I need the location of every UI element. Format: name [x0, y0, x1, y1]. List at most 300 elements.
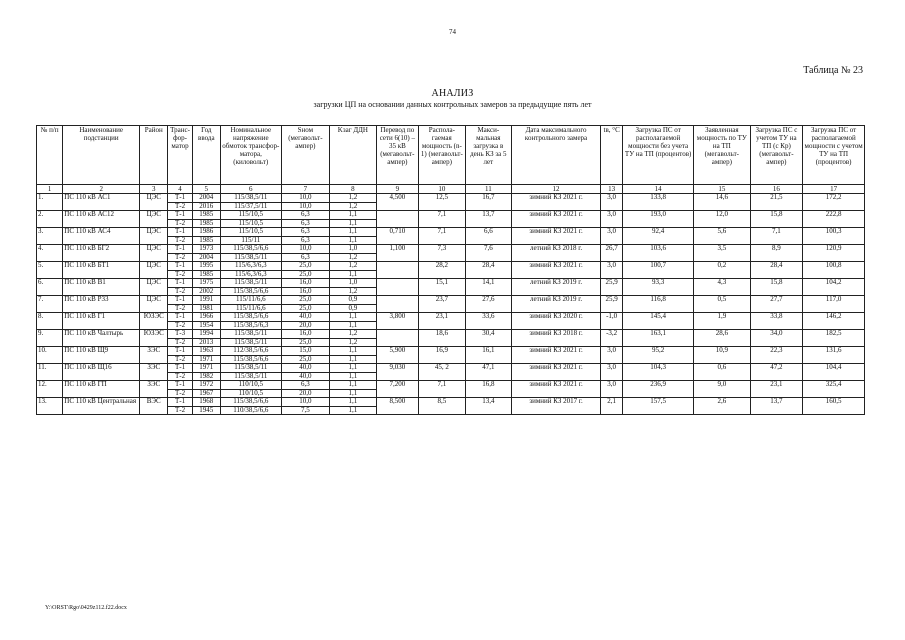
substation-name: ПС 110 кВ Центральная: [63, 398, 140, 415]
measurement-date-cell: зимний КЗ 2017 г.: [512, 398, 601, 415]
transfer-cell: 3,800: [376, 313, 418, 322]
transfer-cell: [376, 389, 418, 398]
region-cell: ЦЭС: [140, 211, 168, 228]
year-cell: 2016: [192, 202, 220, 211]
temperature-cell: -1,0: [601, 313, 623, 322]
rated-power-cell: 16,0: [281, 279, 330, 288]
max-load-cell: [465, 321, 512, 330]
load-with-tu-cell: 22,3: [750, 347, 803, 356]
load-without-tu-cell: 193,0: [623, 211, 694, 220]
load-with-tu-cell: [750, 287, 803, 296]
year-cell: 1971: [192, 364, 220, 373]
available-power-cell: 23,1: [419, 313, 466, 322]
max-load-cell: [465, 202, 512, 211]
voltage-cell: 115/38,5/11: [220, 330, 281, 339]
available-power-cell: 28,2: [419, 262, 466, 271]
kzag-cell: 1,1: [330, 389, 377, 398]
declared-power-cell: [694, 372, 751, 381]
load-with-tu-cell: 27,7: [750, 296, 803, 305]
available-power-cell: 7,1: [419, 381, 466, 390]
temperature-cell: [601, 270, 623, 279]
temperature-cell: 3,0: [601, 262, 623, 271]
load-without-tu-cell: [623, 355, 694, 364]
declared-power-cell: 0,5: [694, 296, 751, 305]
year-cell: 2013: [192, 338, 220, 347]
transfer-cell: [376, 202, 418, 211]
max-load-cell: [465, 338, 512, 347]
load-without-tu-cell: [623, 287, 694, 296]
declared-power-cell: [694, 270, 751, 279]
available-power-cell: [419, 338, 466, 347]
load-with-tu-cell: 47,2: [750, 364, 803, 373]
transformer-cell: Т-2: [168, 304, 192, 313]
available-power-cell: 16,9: [419, 347, 466, 356]
load-percent-with-tu-cell: 146,2: [803, 313, 865, 322]
temperature-cell: 3,0: [601, 228, 623, 237]
measurement-date-cell: летний КЗ 2019 г.: [512, 296, 601, 313]
load-with-tu-cell: [750, 372, 803, 381]
measurement-date-cell: зимний КЗ 2021 г.: [512, 211, 601, 228]
load-percent-with-tu-cell: 100,3: [803, 228, 865, 237]
region-cell: ВЭС: [140, 398, 168, 415]
max-load-cell: 33,6: [465, 313, 512, 322]
rated-power-cell: 10,0: [281, 202, 330, 211]
voltage-cell: 115/11: [220, 236, 281, 245]
rated-power-cell: 16,0: [281, 330, 330, 339]
max-load-cell: 16,7: [465, 194, 512, 203]
rated-power-cell: 6,3: [281, 253, 330, 262]
temperature-cell: 26,7: [601, 245, 623, 254]
year-cell: 1995: [192, 262, 220, 271]
max-load-cell: 16,1: [465, 347, 512, 356]
rated-power-cell: 6,3: [281, 381, 330, 390]
measurement-date-cell: зимний КЗ 2021 г.: [512, 262, 601, 279]
load-without-tu-cell: 103,6: [623, 245, 694, 254]
transfer-cell: 5,900: [376, 347, 418, 356]
transfer-cell: [376, 219, 418, 228]
region-cell: ЗЭС: [140, 381, 168, 398]
transfer-cell: 8,500: [376, 398, 418, 407]
temperature-cell: [601, 406, 623, 415]
declared-power-cell: 12,0: [694, 211, 751, 220]
region-cell: ЮЗЭС: [140, 330, 168, 347]
voltage-cell: 115/6,3/6,3: [220, 270, 281, 279]
temperature-cell: 3,0: [601, 381, 623, 390]
max-load-cell: 7,6: [465, 245, 512, 254]
table-body: [37, 194, 865, 415]
declared-power-cell: 2,6: [694, 398, 751, 407]
transfer-cell: 9,030: [376, 364, 418, 373]
load-without-tu-cell: [623, 389, 694, 398]
load-percent-with-tu-cell: [803, 287, 865, 296]
year-cell: 1966: [192, 313, 220, 322]
measurement-date-cell: зимний КЗ 2021 г.: [512, 364, 601, 381]
row-number: 6.: [37, 279, 63, 296]
load-with-tu-cell: 15,8: [750, 279, 803, 288]
load-percent-with-tu-cell: 100,8: [803, 262, 865, 271]
column-number: 8: [330, 185, 377, 194]
column-header: Номинальное напряжение обмоток трансфор-матора, (киловольт): [220, 126, 281, 185]
transfer-cell: [376, 372, 418, 381]
temperature-cell: [601, 338, 623, 347]
column-number: 3: [140, 185, 168, 194]
transfer-cell: [376, 270, 418, 279]
rated-power-cell: 6,3: [281, 228, 330, 237]
column-header: Год ввода: [192, 126, 220, 185]
column-header: № п/п: [37, 126, 63, 185]
voltage-cell: 110/38,5/6,6: [220, 406, 281, 415]
load-with-tu-cell: 8,9: [750, 245, 803, 254]
rated-power-cell: 25,0: [281, 262, 330, 271]
substation-name: ПС 110 кВ Щ16: [63, 364, 140, 381]
transformer-cell: Т-2: [168, 202, 192, 211]
declared-power-cell: [694, 253, 751, 262]
load-percent-with-tu-cell: [803, 236, 865, 245]
rated-power-cell: 15,0: [281, 347, 330, 356]
load-with-tu-cell: 21,5: [750, 194, 803, 203]
voltage-cell: 115/38,5/6,6: [220, 245, 281, 254]
kzag-cell: 1,1: [330, 406, 377, 415]
declared-power-cell: [694, 338, 751, 347]
declared-power-cell: [694, 304, 751, 313]
temperature-cell: 3,0: [601, 364, 623, 373]
load-percent-with-tu-cell: [803, 355, 865, 364]
transformer-cell: Т-1: [168, 313, 192, 322]
load-without-tu-cell: 145,4: [623, 313, 694, 322]
available-power-cell: [419, 219, 466, 228]
substation-name: ПС 110 кВ АС1: [63, 194, 140, 211]
column-number: 4: [168, 185, 192, 194]
available-power-cell: [419, 372, 466, 381]
year-cell: 2002: [192, 287, 220, 296]
row-number: 4.: [37, 245, 63, 262]
measurement-date-cell: летний КЗ 2018 г.: [512, 245, 601, 262]
document-title: АНАЛИЗ: [431, 88, 474, 99]
load-with-tu-cell: [750, 406, 803, 415]
max-load-cell: [465, 406, 512, 415]
kzag-cell: 1,1: [330, 313, 377, 322]
kzag-cell: 1,1: [330, 270, 377, 279]
load-percent-with-tu-cell: 120,9: [803, 245, 865, 254]
column-number: 5: [192, 185, 220, 194]
load-with-tu-cell: 15,8: [750, 211, 803, 220]
transfer-cell: [376, 279, 418, 288]
column-number: 7: [281, 185, 330, 194]
load-percent-with-tu-cell: [803, 338, 865, 347]
load-without-tu-cell: [623, 304, 694, 313]
column-header: Загрузка ПС с учетом ТУ на ТП (с Кр) (мегавольт-ампер): [750, 126, 803, 185]
region-cell: ЦЭС: [140, 194, 168, 211]
table-row: [37, 313, 865, 322]
available-power-cell: [419, 253, 466, 262]
measurement-date-cell: зимний КЗ 2020 г.: [512, 313, 601, 330]
load-without-tu-cell: 157,5: [623, 398, 694, 407]
load-without-tu-cell: [623, 321, 694, 330]
substation-name: ПС 110 кВ БТ1: [63, 262, 140, 279]
row-number: 12.: [37, 381, 63, 398]
load-without-tu-cell: [623, 338, 694, 347]
year-cell: 1985: [192, 211, 220, 220]
year-cell: 1973: [192, 245, 220, 254]
table-label: Таблица № 23: [803, 65, 863, 76]
column-header: Дата максимального контрольного замера: [512, 126, 601, 185]
year-cell: 1994: [192, 330, 220, 339]
row-number: 10.: [37, 347, 63, 364]
load-with-tu-cell: [750, 338, 803, 347]
row-number: 8.: [37, 313, 63, 330]
kzag-cell: 1,1: [330, 321, 377, 330]
available-power-cell: [419, 389, 466, 398]
load-percent-with-tu-cell: [803, 389, 865, 398]
substation-name: ПС 110 кВ БГ2: [63, 245, 140, 262]
column-header: Загрузка ПС от располагаемой мощности без учета ТУ на ТП (процентов): [623, 126, 694, 185]
voltage-cell: 112/38,5/6,6: [220, 347, 281, 356]
kzag-cell: 1,2: [330, 287, 377, 296]
kzag-cell: 0,9: [330, 304, 377, 313]
year-cell: 2004: [192, 253, 220, 262]
max-load-cell: 13,4: [465, 398, 512, 407]
rated-power-cell: 40,0: [281, 313, 330, 322]
row-number: 13.: [37, 398, 63, 415]
available-power-cell: [419, 287, 466, 296]
transformer-cell: Т-2: [168, 338, 192, 347]
max-load-cell: [465, 253, 512, 262]
transfer-cell: 0,710: [376, 228, 418, 237]
load-with-tu-cell: [750, 389, 803, 398]
table-row: [37, 279, 865, 288]
max-load-cell: [465, 355, 512, 364]
max-load-cell: 30,4: [465, 330, 512, 339]
table-row: [37, 364, 865, 373]
load-without-tu-cell: [623, 253, 694, 262]
temperature-cell: -3,2: [601, 330, 623, 339]
load-percent-with-tu-cell: 182,5: [803, 330, 865, 339]
kzag-cell: 1,1: [330, 364, 377, 373]
substation-name: ПС 110 кВ ГП: [63, 381, 140, 398]
max-load-cell: [465, 219, 512, 228]
rated-power-cell: 25,0: [281, 270, 330, 279]
temperature-cell: [601, 372, 623, 381]
voltage-cell: 115/38,5/11: [220, 372, 281, 381]
load-percent-with-tu-cell: 117,0: [803, 296, 865, 305]
rated-power-cell: 16,0: [281, 287, 330, 296]
temperature-cell: 25,9: [601, 279, 623, 288]
column-number: 12: [512, 185, 601, 194]
kzag-cell: 1,1: [330, 219, 377, 228]
load-with-tu-cell: 7,1: [750, 228, 803, 237]
load-without-tu-cell: 116,8: [623, 296, 694, 305]
substation-name: ПС 110 кВ Г1: [63, 313, 140, 330]
substation-name: ПС 110 кВ Щ9: [63, 347, 140, 364]
available-power-cell: [419, 355, 466, 364]
region-cell: ЦЭС: [140, 279, 168, 296]
load-percent-with-tu-cell: 131,6: [803, 347, 865, 356]
region-cell: ЮЗЭС: [140, 313, 168, 330]
voltage-cell: 110/10,5: [220, 389, 281, 398]
region-cell: ЦЭС: [140, 228, 168, 245]
column-header: Sном (мегавольт-ампер): [281, 126, 330, 185]
voltage-cell: 115/11/6,6: [220, 296, 281, 305]
temperature-cell: 3,0: [601, 194, 623, 203]
transfer-cell: [376, 211, 418, 220]
available-power-cell: [419, 321, 466, 330]
temperature-cell: [601, 389, 623, 398]
load-with-tu-cell: [750, 236, 803, 245]
declared-power-cell: [694, 236, 751, 245]
declared-power-cell: 10,9: [694, 347, 751, 356]
load-without-tu-cell: 93,3: [623, 279, 694, 288]
declared-power-cell: 4,3: [694, 279, 751, 288]
transformer-cell: Т-1: [168, 296, 192, 305]
rated-power-cell: 20,0: [281, 321, 330, 330]
rated-power-cell: 25,0: [281, 296, 330, 305]
load-with-tu-cell: 23,1: [750, 381, 803, 390]
measurement-date-cell: летний КЗ 2019 г.: [512, 279, 601, 296]
load-without-tu-cell: [623, 372, 694, 381]
transformer-cell: Т-1: [168, 194, 192, 203]
transfer-cell: [376, 236, 418, 245]
voltage-cell: 115/6,3/6,3: [220, 262, 281, 271]
temperature-cell: 3,0: [601, 211, 623, 220]
max-load-cell: [465, 236, 512, 245]
row-number: 7.: [37, 296, 63, 313]
transformer-cell: Т-2: [168, 270, 192, 279]
load-percent-with-tu-cell: [803, 406, 865, 415]
page-number: 74: [449, 28, 456, 36]
voltage-cell: 115/37,5/11: [220, 202, 281, 211]
load-with-tu-cell: [750, 219, 803, 228]
temperature-cell: 2,1: [601, 398, 623, 407]
year-cell: 1981: [192, 304, 220, 313]
column-header: Перевод по сети 6(10) – 35 кВ (мегавольт-ампер): [376, 126, 418, 185]
load-percent-with-tu-cell: [803, 219, 865, 228]
voltage-cell: 115/10,5: [220, 219, 281, 228]
table-row: [37, 347, 865, 356]
year-cell: 1985: [192, 270, 220, 279]
max-load-cell: 28,4: [465, 262, 512, 271]
measurement-date-cell: зимний КЗ 2021 г.: [512, 347, 601, 364]
declared-power-cell: [694, 202, 751, 211]
kzag-cell: 0,9: [330, 296, 377, 305]
voltage-cell: 115/38,5/6,3: [220, 321, 281, 330]
column-header: Макси-мальная загрузка в день КЗ за 5 лет: [465, 126, 512, 185]
row-number: 1.: [37, 194, 63, 211]
rated-power-cell: 40,0: [281, 364, 330, 373]
available-power-cell: 7,1: [419, 211, 466, 220]
available-power-cell: 45, 2: [419, 364, 466, 373]
region-cell: ЦЭС: [140, 245, 168, 262]
kzag-cell: 1,1: [330, 236, 377, 245]
declared-power-cell: [694, 389, 751, 398]
kzag-cell: 1,2: [330, 262, 377, 271]
transfer-cell: [376, 304, 418, 313]
kzag-cell: 1,2: [330, 194, 377, 203]
available-power-cell: [419, 406, 466, 415]
table-row: [37, 228, 865, 237]
voltage-cell: 110/10,5: [220, 381, 281, 390]
measurement-date-cell: зимний КЗ 2021 г.: [512, 381, 601, 398]
declared-power-cell: [694, 406, 751, 415]
transfer-cell: 1,100: [376, 245, 418, 254]
voltage-cell: 115/38,5/11: [220, 253, 281, 262]
kzag-cell: 1,2: [330, 202, 377, 211]
available-power-cell: [419, 202, 466, 211]
transformer-cell: Т-2: [168, 355, 192, 364]
voltage-cell: 115/38,5/6,6: [220, 313, 281, 322]
temperature-cell: [601, 304, 623, 313]
measurement-date-cell: зимний КЗ 2021 г.: [512, 228, 601, 245]
temperature-cell: 3,0: [601, 347, 623, 356]
transformer-cell: Т-2: [168, 389, 192, 398]
load-without-tu-cell: 163,1: [623, 330, 694, 339]
max-load-cell: 27,6: [465, 296, 512, 305]
load-without-tu-cell: 104,3: [623, 364, 694, 373]
available-power-cell: 7,3: [419, 245, 466, 254]
temperature-cell: [601, 253, 623, 262]
row-number: 5.: [37, 262, 63, 279]
rated-power-cell: 6,3: [281, 219, 330, 228]
column-number: 9: [376, 185, 418, 194]
column-header: Район: [140, 126, 168, 185]
region-cell: ЦЭС: [140, 262, 168, 279]
rated-power-cell: 10,0: [281, 398, 330, 407]
transfer-cell: 4,500: [376, 194, 418, 203]
column-header: Распола-гаемая мощность (n-1) (мегавольт-ампер): [419, 126, 466, 185]
transformer-cell: Т-1: [168, 228, 192, 237]
column-number: 2: [63, 185, 140, 194]
load-without-tu-cell: 92,4: [623, 228, 694, 237]
declared-power-cell: 5,6: [694, 228, 751, 237]
footer-file-path: Y:\ORST\Rgo\0429z112.f22.docx: [45, 605, 127, 611]
transformer-cell: Т-3: [168, 330, 192, 339]
voltage-cell: 115/38,5/11: [220, 279, 281, 288]
load-with-tu-cell: 34,0: [750, 330, 803, 339]
load-percent-with-tu-cell: [803, 372, 865, 381]
load-percent-with-tu-cell: [803, 253, 865, 262]
load-without-tu-cell: [623, 406, 694, 415]
table-header: [37, 126, 865, 194]
transformer-cell: Т-1: [168, 364, 192, 373]
voltage-cell: 115/38,5/6,6: [220, 355, 281, 364]
available-power-cell: 18,6: [419, 330, 466, 339]
max-load-cell: [465, 304, 512, 313]
load-without-tu-cell: [623, 270, 694, 279]
year-cell: 1945: [192, 406, 220, 415]
declared-power-cell: 9,0: [694, 381, 751, 390]
load-without-tu-cell: 95,2: [623, 347, 694, 356]
kzag-cell: 1,1: [330, 355, 377, 364]
table-row: [37, 330, 865, 339]
column-number: 6: [220, 185, 281, 194]
load-percent-with-tu-cell: 325,4: [803, 381, 865, 390]
load-analysis-table: [36, 125, 865, 415]
row-number: 2.: [37, 211, 63, 228]
available-power-cell: [419, 270, 466, 279]
column-number: 17: [803, 185, 865, 194]
rated-power-cell: 25,0: [281, 338, 330, 347]
table-row: [37, 245, 865, 254]
year-cell: 1986: [192, 228, 220, 237]
measurement-date-cell: зимний КЗ 2018 г.: [512, 330, 601, 347]
declared-power-cell: [694, 321, 751, 330]
temperature-cell: [601, 321, 623, 330]
max-load-cell: 6,6: [465, 228, 512, 237]
load-with-tu-cell: [750, 270, 803, 279]
available-power-cell: 23,7: [419, 296, 466, 305]
temperature-cell: [601, 355, 623, 364]
year-cell: 1982: [192, 372, 220, 381]
column-number: 13: [601, 185, 623, 194]
